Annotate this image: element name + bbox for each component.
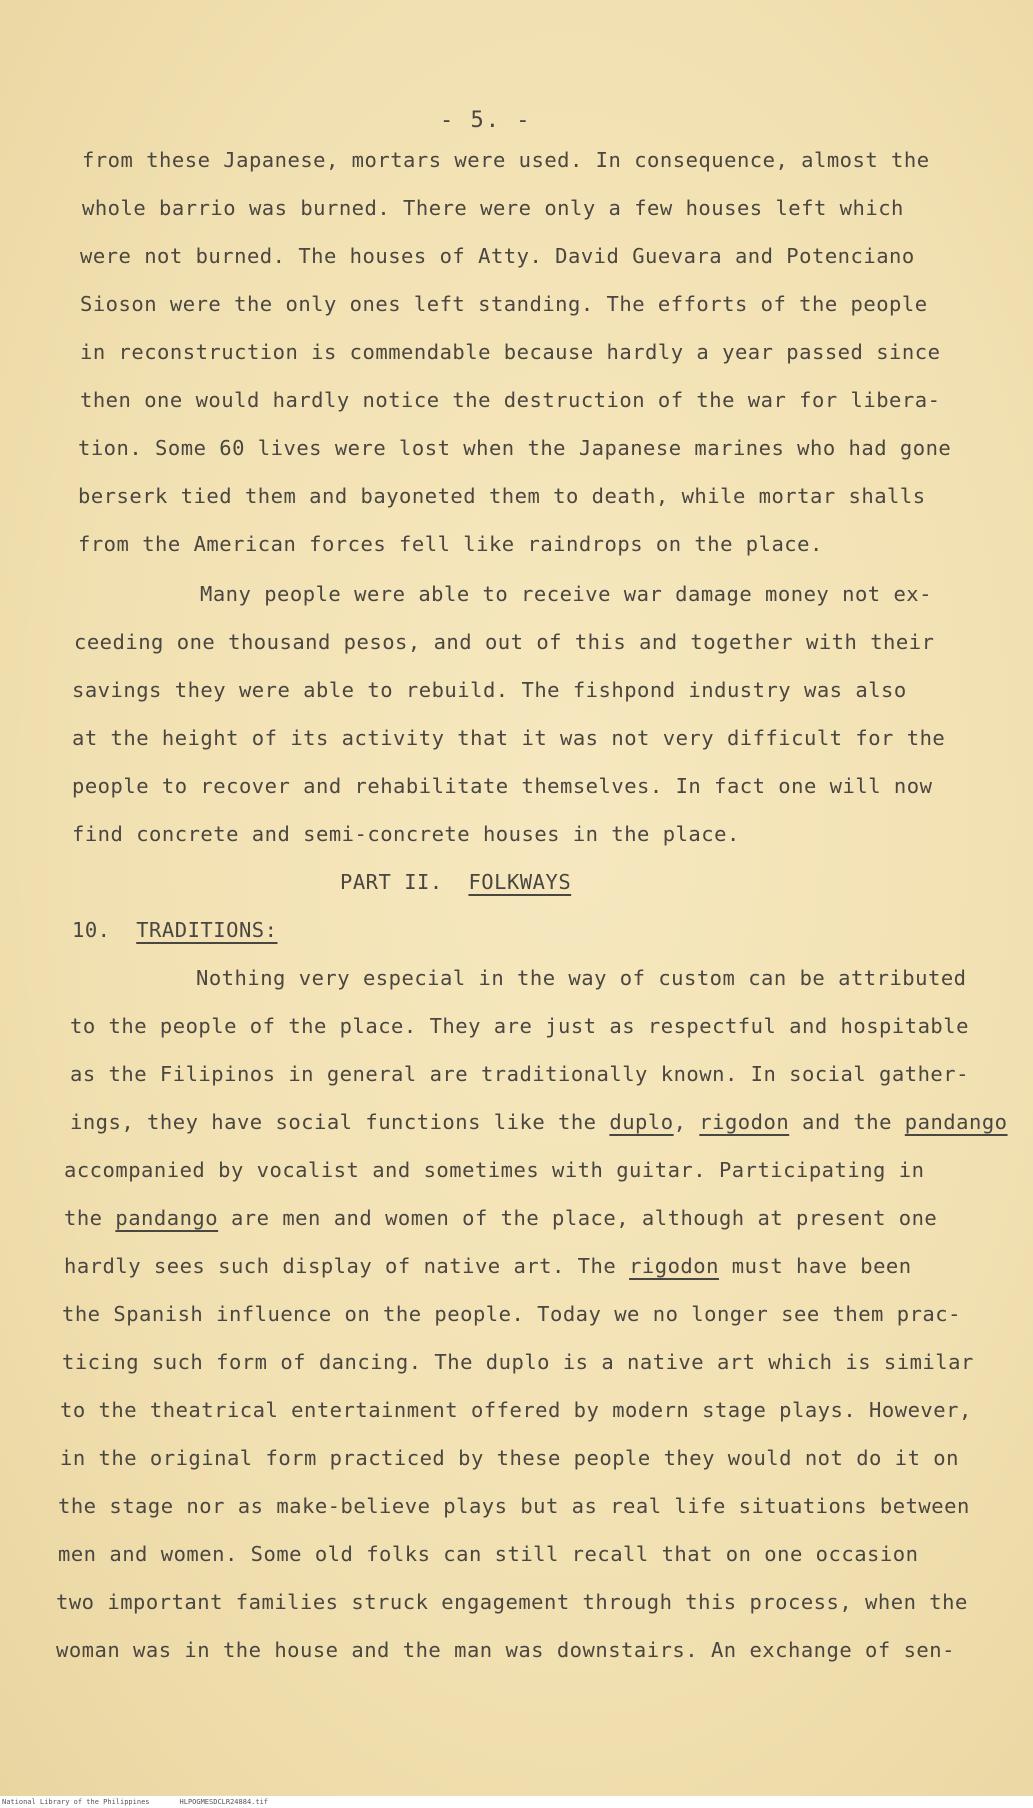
text-line: from these Japanese, mortars were used. In consequence, almost the	[82, 148, 930, 172]
text-line: Nothing very especial in the way of custom can be attributed	[196, 966, 967, 990]
text-line	[64, 1206, 937, 1230]
section-number: 10.	[72, 918, 111, 942]
footer-library: National Library of the Philippines	[2, 1798, 150, 1806]
text-line: accompanied by vocalist and sometimes with guitar. Participating in	[64, 1158, 925, 1182]
text-fragment: ings, they have social functions like the	[70, 1110, 610, 1134]
text-line: the stage nor as make-believe plays but as real life situations between	[58, 1494, 970, 1518]
text-line: men and women. Some old folks can still recall that on one occasion	[58, 1542, 919, 1566]
text-line: to the theatrical entertainment offered by modern stage plays. However,	[60, 1398, 972, 1422]
text-line: at the height of its activity that it was not very difficult for the	[72, 726, 946, 750]
scan-footer	[0, 1796, 1033, 1808]
term-pandango: pandango	[115, 1206, 219, 1230]
text-line: Many people were able to receive war damage money not ex-	[200, 582, 932, 606]
text-line: the Spanish influence on the people. Today we no longer see them prac-	[62, 1302, 961, 1326]
text-line: find concrete and semi-concrete houses in the place.	[72, 822, 740, 846]
text-line: people to recover and rehabilitate themselves. In fact one will now	[72, 774, 933, 798]
text-line: ticing such form of dancing. The duplo is a native art which is similar	[62, 1350, 974, 1374]
part-heading-title: FOLKWAYS	[468, 870, 572, 894]
text-line: Sioson were the only ones left standing. The efforts of the people	[80, 292, 928, 316]
text-line: two important families struck engagement through this process, when the	[56, 1590, 968, 1614]
term-rigodon: rigodon	[699, 1110, 790, 1134]
text-fragment: must have been	[718, 1254, 912, 1278]
text-line	[64, 1254, 912, 1278]
text-fragment: are men and women of the place, although at present one	[218, 1206, 938, 1230]
text-fragment: the	[64, 1206, 116, 1230]
text-fragment: hardly sees such display of native art. The	[64, 1254, 630, 1278]
text-line: to the people of the place. They are just as respectful and hospitable	[70, 1014, 969, 1038]
text-fragment: and the	[789, 1110, 905, 1134]
text-line: from the American forces fell like raindrops on the place.	[78, 532, 823, 556]
term-rigodon: rigodon	[629, 1254, 719, 1278]
text-line: in the original form practiced by these people they would not do it on	[60, 1446, 959, 1470]
text-line: as the Filipinos in general are traditionally known. In social gather-	[70, 1062, 969, 1086]
text-line: berserk tied them and bayoneted them to death, while mortar shalls	[78, 484, 926, 508]
term-pandango: pandango	[904, 1110, 1008, 1134]
page-number: - 5. -	[440, 108, 532, 133]
text-line: in reconstruction is commendable because hardly a year passed since	[80, 340, 941, 364]
text-line: tion. Some 60 lives were lost when the Japanese marines who had gone	[78, 436, 952, 460]
term-duplo: duplo	[609, 1110, 674, 1134]
part-heading	[340, 870, 571, 894]
text-line: ceeding one thousand pesos, and out of this and together with their	[74, 630, 935, 654]
text-fragment: ,	[673, 1110, 700, 1134]
text-line: whole barrio was burned. There were only a few houses left which	[82, 196, 904, 220]
text-line	[70, 1110, 1008, 1134]
section-heading	[72, 918, 277, 942]
text-line: then one would hardly notice the destruction of the war for libera-	[80, 388, 941, 412]
text-line: woman was in the house and the man was downstairs. An exchange of sen-	[56, 1638, 955, 1662]
text-line: savings they were able to rebuild. The fishpond industry was also	[72, 678, 907, 702]
part-heading-prefix: PART II.	[340, 870, 443, 894]
footer-file-id: HLPOGMESDCLR24884.tif	[179, 1798, 269, 1806]
text-line: were not burned. The houses of Atty. David Guevara and Potenciano	[80, 244, 915, 268]
section-title: TRADITIONS:	[136, 918, 278, 942]
